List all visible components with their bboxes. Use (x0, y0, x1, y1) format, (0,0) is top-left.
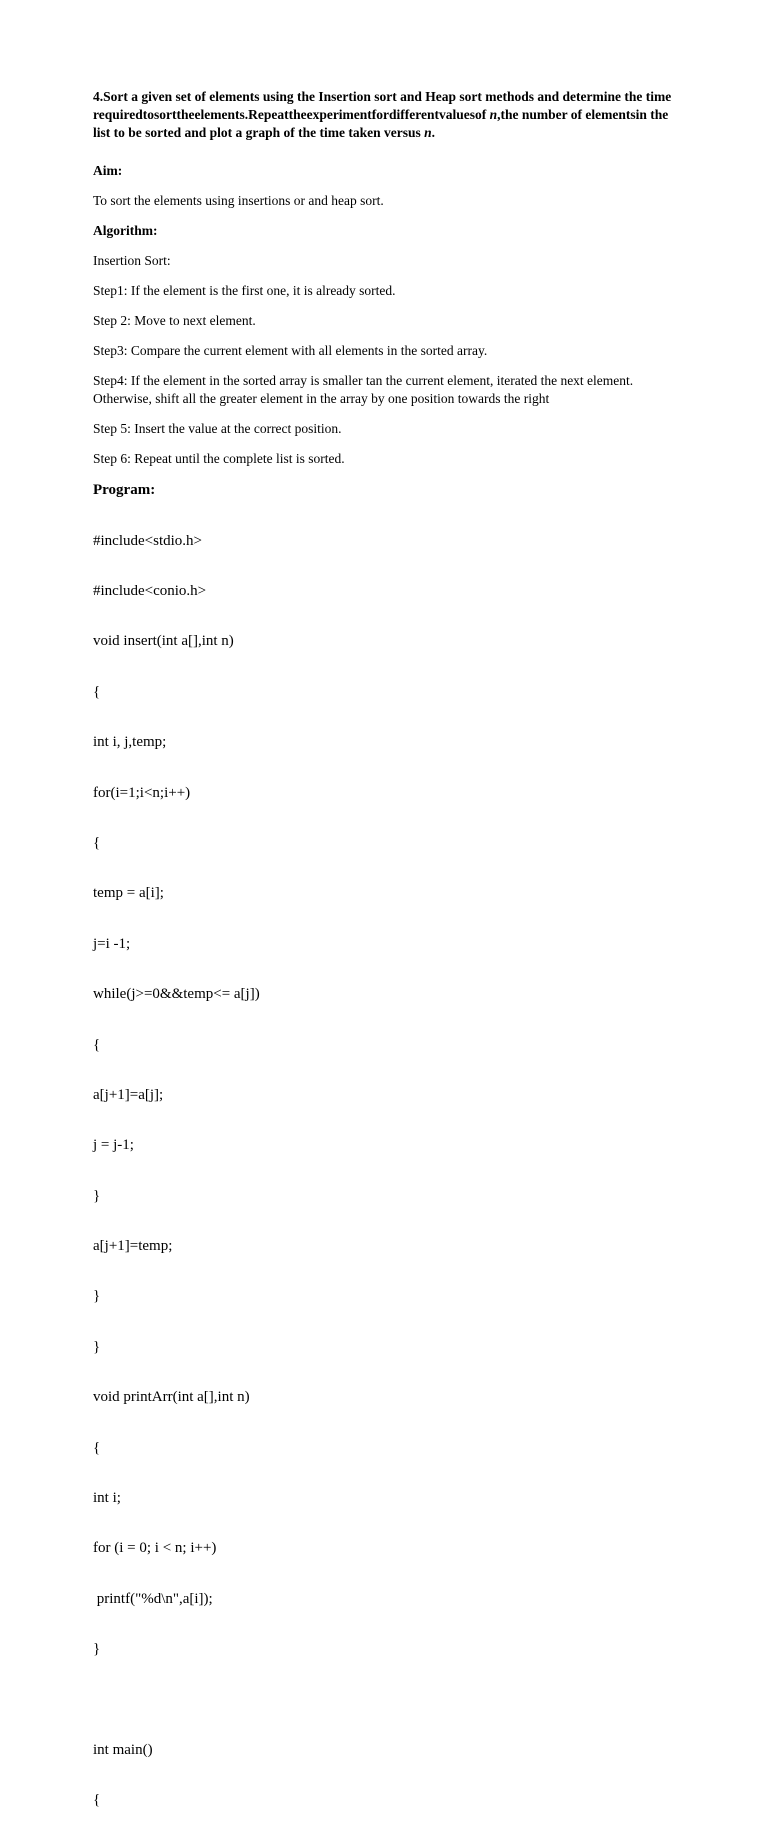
code-line: temp = a[i]; (93, 885, 164, 902)
code-line: #include<stdio.h> (93, 532, 202, 549)
question-variable-n: n (424, 125, 432, 140)
code-line: a[j+1]=temp; (93, 1238, 173, 1255)
algorithm-heading: Algorithm: (93, 223, 158, 238)
code-line: { (93, 1036, 101, 1053)
code-line: } (93, 1641, 101, 1658)
code-line: for(i=1;i<n;i++) (93, 784, 191, 801)
code-line: { (93, 1439, 101, 1456)
document-page (93, 88, 683, 1843)
aim-text: To sort the elements using insertions or and heap sort. (93, 193, 384, 208)
question-text-part2: ,the number of elementsin the list to be sorted and plot a graph of the time taken versus (93, 107, 669, 140)
question-text-part3: . (431, 125, 436, 140)
code-line: void printArr(int a[],int n) (93, 1389, 250, 1406)
code-line: void insert(int a[],int n) (93, 633, 234, 650)
code-line: j=i -1; (93, 935, 131, 952)
code-line: for (i = 0; i < n; i++) (93, 1540, 217, 1557)
code-line: printf("%d\n",a[i]); (93, 1590, 213, 1607)
code-line: int i, j,temp; (93, 734, 167, 751)
algorithm-step: Step 2: Move to next element. (93, 313, 256, 328)
question-variable-n: n (489, 107, 498, 122)
code-line: } (93, 1338, 101, 1355)
code-line: } (93, 1187, 101, 1204)
code-line: while(j>=0&&temp<= a[j]) (93, 986, 260, 1003)
algorithm-subheading: Insertion Sort: (93, 253, 171, 268)
code-line: int main() (93, 1741, 153, 1758)
algorithm-step: Step 6: Repeat until the complete list is sorted. (93, 451, 345, 466)
aim-heading: Aim: (93, 163, 123, 178)
program-code (93, 499, 683, 1843)
algorithm-step: Step4: If the element in the sorted array is smaller tan the current element, iterated the next element. Otherwise, shift all the greater element in the array by one position towards the right (93, 373, 634, 406)
code-line: int i; (93, 1490, 121, 1507)
program-heading: Program: (93, 482, 156, 498)
question-text-part1: 4.Sort a given set of elements using the Insertion sort and Heap sort methods and determine the time requiredtosorttheelements.Repeattheexperimentfordifferentvaluesof (93, 89, 672, 122)
algorithm-step: Step 5: Insert the value at the correct position. (93, 421, 342, 436)
code-line: { (93, 834, 101, 851)
code-line: { (93, 683, 101, 700)
code-line (93, 1692, 683, 1709)
algorithm-step: Step3: Compare the current element with all elements in the sorted array. (93, 343, 488, 358)
code-line: } (93, 1288, 101, 1305)
code-line: { (93, 1792, 101, 1809)
code-line: a[j+1]=a[j]; (93, 1086, 164, 1103)
code-line: #include<conio.h> (93, 582, 207, 599)
code-line: j = j-1; (93, 1137, 134, 1154)
algorithm-step: Step1: If the element is the first one, it is already sorted. (93, 283, 396, 298)
question-title (93, 88, 683, 142)
